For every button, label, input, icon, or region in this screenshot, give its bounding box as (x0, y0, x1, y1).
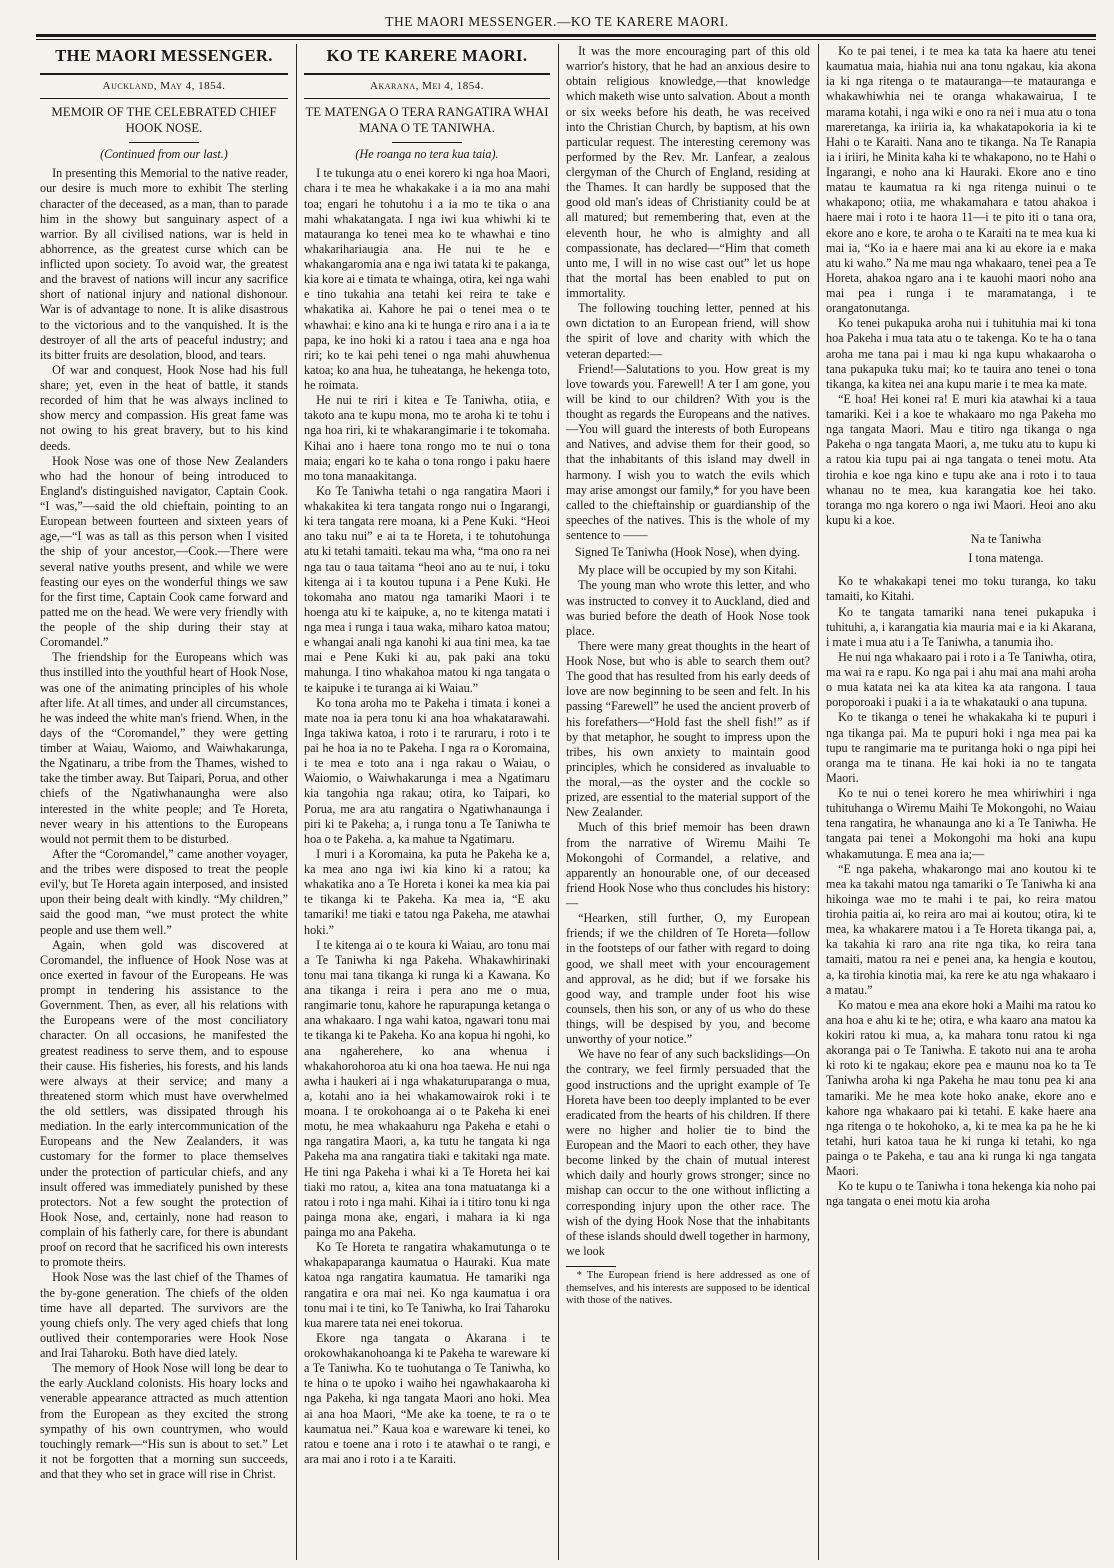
continued-note-english: (Continued from our last.) (100, 147, 228, 162)
paragraph: Ko te whakakapi tenei mo toku turanga, ko taku tamaiti, ko Kitahi. (826, 574, 1096, 604)
paragraph: Hook Nose was one of those New Zealanders who had the honour of being introduced to England's distinguished navigator, Captain Cook. “I was,”—said the old chieftain, pointing to an European between fourteen and sixteen years of age,—“I was as tall as this person when I visited the ship of your ancestor,—Cook.—There were several native youths present, and while we were feasting our eyes on the wonderful things we saw for the first time, Captain Cook came forward and patted me on the head. We were very friendly with the people of the ship during their stay at Coromandel.” (40, 453, 288, 650)
paragraph: The following touching letter, penned at his own dictation to an European friend, will show the spirit of love and charity with which the veteran departed:— (566, 301, 810, 361)
masthead-english: THE MAORI MESSENGER. (40, 46, 288, 75)
paragraph: Ko Te Taniwha tetahi o nga rangatira Maori i whakakitea ki tera tangata rongo nui o Ingarangi, ki tera tangata rere moana, ki a Pene Kuki. “Heoi ano taku nui” e ai ta te Horeta, i te tohutohunga atu ki tetahi tamaiti. tekau ma wha, “ma ono ra nei nga tau o taua taitama “heoi ano au te nui, i toku kitenga ai i ta koutou tupuna i a Pene Kuki. He tokomaha ano matou nga tamariki Maori i te hoenga atu ki te kaipuke, a, no te kitenga matati i nga mea i runga i taua waka, miharo katoa matou; e whangai anali nga kanohi ki aua tini mea, ka tae mai e Pene Kuki ki au, pak paki ana toku mahunga. I tino whakahoa matou ki nga tangata o te kaipuke i te turanga ai ki Waiau.” (304, 483, 550, 695)
paragraph: After the “Coromandel,” came another voyager, and the tribes were disposed to treat the people evil'y, but Te Horeta again interposed, and insisted upon their being dealt with kindly. “My children,” said the good man, “we must protect the white people and use them well.” (40, 846, 288, 937)
paragraph: He nui nga whakaaro pai i roto i a Te Taniwha, otira, ma wai ra e rapu. Ko nga pai i ahu mai ana mahi aroha o mua katata nei ka ata kitea ka ata rangona. I taua poroporoaki i puaki i a ia te whakatauki o ana tupuna. (826, 649, 1096, 710)
article-title-english: MEMOIR OF THE CELEBRATED CHIEF HOOK NOSE. (51, 105, 277, 136)
paragraph: The friendship for the Europeans which was thus instilled into the youthful heart of Hook Nose, was one of the animating principles of his whole after life. At all times, and under all circumstances, he was indeed the white man's friend. When, in the days of the “Coromandel,” they were getting timber at Waiau, Waiomo, and Waiwhakarunga, the Ngatinaru, a tribe from the Thames, wished to take the timber away. But Taipari, Porua, and other chiefs of the Ngatiwhanaungha were also interested in the white people; and Te Horeta, never weary in his attentions to the Europeans would not permit them to be disturbed. (40, 650, 288, 846)
paragraph: Ko te tikanga o tenei he whakakaha ki te pupuri i nga tikanga pai. Ma te pupuri hoki i nga mea pai ka tupu te rangimarie ma te puritanga hoki o nga pipi hei oranga ma te tinana. He kai hoki ia no te tangata Maori. (826, 710, 1096, 785)
paragraph: Ko te tangata tamariki nana tenei pukapuka i tuhituhi, a, i karangatia kia mauria mai e ia ki Akarana, i mate i mua atu i a Te Taniwha, a tanumia iho. (826, 604, 1096, 649)
paragraph: The memory of Hook Nose will long be dear to the early Auckland colonists. His hoary locks and venerable appearance attracted as much attention from the European as they excited the strong sympathy of his own countrymen, who would touchingly remark—“His sun is about to set.” Let it not be forgotten that a morning sun succeeds, and that they who set in grace will rise in Christ. (40, 1361, 288, 1482)
paragraph: Ko te pai tenei, i te mea ka tata ka haere atu tenei kaumatua maia, hiahia nui ana tonu ngakau, kia akona ia ki nga ritenga o te matauranga—te matauranga e whakawhiwhia nei te oranga whakawairua, I te marama kotahi, i nga wiki e ono ra nei i mua atu o tona mareretanga, ka iriiria ia, ka whakatapokoria ia ki te Hahi o te Karaiti. Nana ano te tikanga. Na Te Ranapia ia i iriiri, he Minita kaha ki te whakapono, no te Hahi o Ingarangi, e noho ana ki Hauraki. Ekore ano e tino matau te kaumatua ra ki nga ritenga nuinui o te whakapono; otiia, me whakamahara e tatou ahakoa i haere mai i roto i te haora 11—i te pito iti o tana ora, ekore ano e kore, te aroha o te Karaiti na te mea kua ki mai ia, “Ko ia e haere mai ana ki au ekore ia e maka atu ki waho.” Na me mau nga whakaaro, tenei pea a Te Horeta, ahakoa ngaro ana i te kauohi maori noho ana mai pea i runga i te maramatanga, i te orangatonutanga. (826, 44, 1096, 316)
paragraph: He nui te riri i kitea e Te Taniwha, otiia, e takoto ana te kupu mona, mo te aroha ki te tohu i nga hoa riri, ki te whakarangimarie i te tokomaha. Kihai ano i haere tona rongo mo te nui o tona maia; engari ko te kaha o tona rongo i paku haere mo tona manaakitanga. (304, 393, 550, 483)
continued-note-maori: (He roanga no tera kua taia). (355, 147, 499, 162)
letter-signature-line: I tona matenga. (968, 551, 1044, 566)
paragraph: I muri i a Koromaina, ka puta he Pakeha ke a, ka mea ano nga iwi kia kino ki a ratou; ka whakatika ano a Te Horeta i konei ka mea kia pai te tikanga ki te Pakeha. Ka mea ia, “E aku tamariki! me tiaki e tatou nga Pakeha, me atawhai hoki.” (304, 846, 550, 937)
column-divider (558, 44, 559, 1560)
column-maori-2 (826, 44, 1096, 1560)
header-rule (36, 34, 1096, 37)
paragraph: Ko tona aroha mo te Pakeha i timata i konei a mate noa ia pera tonu ki ana hoa whakatarawahi. Inga takiwa katoa, i roto i te raruraru, i roto i te pai he hoa ia no te Pakeha. I nga ra o Koromaina, i te mea e toto ana i nga rakau o Waiau, o Waiomio, o Waiwhakarunga i mea a Ngatimaru kia tangohia nga rakau; otira, ko Taipari, ko Porua, me ara atu rangatira o Ngatiwhanaunga i piri ki te Pakeha; a, i runga tonu a Te Taniwha te hoa o te Pakeha. a, ka mahue ta Ngatimaru. (304, 695, 550, 846)
column-english-2 (566, 44, 810, 1560)
paragraph-list (40, 166, 288, 1482)
paragraph: There were many great thoughts in the heart of Hook Nose, but who is able to search them out? The good that has resulted from his early deeds of love are now beginning to be seen and felt. In his passing “Farewell” he used the ancient proverb of his forefathers—“Hold fast the shell fish!” as if by that metaphor, he sought to impress upon the tribes, his own anxiety to maintain good principles, which he considered as invaluable to the moral,—as the oyster and the cockle so prized, are essential to the material support of the New Zealander. (566, 638, 810, 820)
paragraph: Ko tenei pukapuka aroha nui i tuhituhia mai ki tona hoa Pakeha i mua tata atu o te takenga. Ko te ha o tana aroha me tana pai i mau ki nga kupu whakaaroha o tana pukapuka tuku mai; ko te tauira ano tenei o tona tikanga, ka kitea nei ana kupu marie i te mea ka mate. (826, 316, 1096, 391)
column-english-1 (40, 44, 288, 1560)
paragraph: Ko te nui o tenei korero he mea whiriwhiri i nga tuhituhanga o Wiremu Maihi Te Mokongohi, no Waiau tena rangatira, he whanaunga ano ki a Te Taniwha. He tangata pai tenei a Mokongohi ma hoki ana kupu whakamutunga. E mea ana ia;— (826, 786, 1096, 861)
paragraph: Again, when gold was discovered at Coromandel, the influence of Hook Nose was at once exerted in favour of the Europeans. He was prompt in tendering his assistance to the Government. Then, as ever, all his relations with the Europeans were of the most conciliatory character. On all occasions, he manifested the greatest readiness to serve them, and to espouse their cause. His fisheries, his forests, and his lands were always at their service; and many a threatened storm which must have overwhelmed the old settlers, was dissipated through his mediation. In the early intercommunication of the Europeans and the New Zealanders, it was customary for the former to place themselves under the protection of particular chiefs, and any insult offered was immediately punished by these protectors. Not a few sought the protection of Hook Nose, and, certainly, none had reason to complain of his fatherly care, for there is abundant proof on record that he sacrificed his own interests to promote theirs. (40, 937, 288, 1270)
paragraph: Ekore nga tangata o Akarana i te orokowhakanohoanga ki te Pakeha te wareware ki a Te Taniwha. Ko te tuohutanga o Te Taniwha, ko te hina o te upoko i waiho hei ngawhakaaroha ki nga Pakeha, ki nga tangata Maori ano hoki. Mea ai ana hoa Maori, “Me ake ka toene, te ra o te kaumatua nei.” Kaua koa e wareware ki tenei, ko ratou e toene ana i roto i te atawhai o te rangi, e ara mai ano i roto i a te Karaiti. (304, 1330, 550, 1466)
paragraph: My place will be occupied by my son Kitahi. (578, 563, 797, 578)
paragraph: Ko te kupu o te Taniwha i tona hekenga kia noho pai nga tangata o enei motu kia aroha (826, 1179, 1096, 1209)
paragraph: “E hoa! Hei konei ra! E muri kia atawhai ki a taua tamariki. Kei i a koe te whakaaro mo nga Pakeha mo nga tangata Maori. Mau e titiro nga tikanga o nga Pakeha o nga tangata Maori, a, me tuku atu to kupu ki a ratou kia tupu pai ai nga tangata o tenei motu. Ata tirohia e koe nga kino e tupu ake ana i roto i to taua whanau no te mea, kua karangatia koe hei tako. toranga mo nga korero o nga iwi Maori. Heoi ano aku kupu ki a koe. (826, 391, 1096, 527)
title-rule (392, 142, 462, 143)
column-divider (818, 44, 819, 1560)
article-title-maori: TE MATENGA O TERA RANGATIRA WHAI MANA O TE TANIWHA. (305, 105, 549, 136)
footnote-rule (566, 1266, 616, 1267)
header-rule-thin (36, 39, 1096, 40)
spacer (826, 566, 1096, 574)
letter-signature-name: Na te Taniwha (970, 532, 1042, 546)
paragraph-list (566, 44, 810, 543)
paragraph-list (566, 563, 810, 1259)
paragraph: Ko matou e mea ana ekore hoki a Maihi ma ratou ko ana hoa e ahu ki te he; otira, e wha kaaro ana matou ka kokiri ratou ki mua, a, ka mahara tonu ratou ki nga akoranga pai o Te Taniwha. E takoto nui ana te aroha ki roto ki te ngakau; ekore pea e maunu noa ko ta Te Taniwha aroha ki nga Pakeha he mau tonu pea ki ana tamariki. Me he mea kote hoko anake, ekore ano e kahore nga whakaaro pai ki tetahi. E kake haere ana nga ritenga o te hokohoko, a, ki te mea ka pa he he ki tetahi, huri katoa taua he ki runga ki tetahi, ko nga painga o te Pakeha, e tau ana ki runga ki nga tangata Maori. (826, 997, 1096, 1179)
paragraph: In presenting this Memorial to the native reader, our desire is much more to exhibit The sterling character of the deceased, as a man, than to parade him in the showy but sanguinary aspect of a warrior. By all civilised nations, war is held in abhorrence, as the greatest curse which can be inflicted upon society. To avoid war, the greatest and the bravest of nations will incur any sacrifice short of national injury and national dishonour. War is of advantage to none. It is alike disastrous to the victorious and to the vanquished. It is the destroyer of all the arts of peaceful industry; and its bitter fruits are desolation, blood, and tears. (40, 166, 288, 362)
paragraph: Much of this brief memoir has been drawn from the narrative of Wiremu Maihi Te Mokongohi of Cormandel, a relative, and apparently an honourable one, of our deceased friend Hook Nose who thus concludes his history:— (566, 820, 810, 910)
paragraph: Of war and conquest, Hook Nose had his full share; yet, even in the heat of battle, it stands recorded of him that he was always inclined to show mercy and compassion. His great fame was not owing to his great bravery, but to his kind deeds. (40, 362, 288, 453)
paragraph: I te kitenga ai o te koura ki Waiau, aro tonu mai a Te Taniwha ki nga Pakeha. Whakawhirinaki tonu mai tana tikanga ki runga ki a Kawana. Ko ana tikanga i reira i pera ano me o mua, rangimarie tonu, kahore he rapurapunga ketanga o ana whakaaro. I nga wahi katoa, ngawari tonu mai te tikanga ki te Pakeha. Ko ana kopua hi ngohi, ko ana ngaherehere, ko ana whenua i whakahorohoroa atu ki ona hoa taewa. He nui nga awha i haukeri ai i nga whakaturuparanga o mua, a, kotahi ano ia hei whakamowairok roki i te moana. I te orokohoanga ai o te Pakeha ki enei motu, he mea whakaahuru nga Pakeha e etahi o nga rangatira Maori, a, ka tutu he tangata ki nga Pakeha ma ana rangatira tiaki e takitaki nga mate. He tini nga Pakeha i whai ki a Te Horeta hei kai tiaki mo ratou, a, kitea ana tona matuatanga ki a ratou i roto i nga mahi. Kihai ia i titiro tonu ki nga painga mona ake, engari, i mahara ia ki nga painga mo ana Pakeha. (304, 937, 550, 1240)
masthead-maori: KO TE KARERE MAORI. (304, 46, 550, 75)
footnote: * The European friend is here addressed as one of themselves, and his interests are supposed to be identical with those of the natives. (566, 1270, 810, 1307)
paragraph-list (826, 44, 1096, 528)
paragraph-list (304, 166, 550, 1467)
paragraph-list (826, 574, 1096, 1209)
paragraph: Friend!—Salutations to you. How great is my love towards you. Farewell! A ter I am gone, you will be kind to our children? With you is the thought as regards the Europeans and the natives.—You will guard the interests of both Europeans and Natives, and advise them for their good, so that the inhabitants of this island may dwell in harmony. I wish you to watch the evils which may arise amongst our family,* for you have been called to the chieftainship or guardianship of the speeches of the natives. This is the whole of my sentence to —— (566, 361, 810, 542)
dateline-maori: Akarana, Mei 4, 1854. (304, 78, 550, 100)
running-head: THE MAORI MESSENGER.—KO TE KARERE MAORI. (385, 14, 729, 29)
title-rule (129, 142, 199, 143)
paragraph: “E nga pakeha, whakarongo mai ano koutou ki te mea ka takahi matou nga tamariki o Te Taniwha ki ana hikoinga wae mo te mahi i te pai, ko reira matou tirohia paitia ai, ko reira aro mai ai koutou; otira, ki te mea, ka whakarere matou i a Te Horeta tikanga pai, a, ka takahia ki raro ana rite nga tika, ko reira tana tamaiti, matou ra nei e penei ana, ka hengia e koutou, a, ka tirohia kinotia mai, ka rere ke atu nga whakaaro i a matau.” (826, 861, 1096, 997)
paragraph: We have no fear of any such backslidings—On the contrary, we feel firmly persuaded that the good instructions and the upright example of Te Horeta have been too deeply implanted to be ever eradicated from the hearts of his children. If there were no higher and holier tie to bind the European and the Maori to each other, they have become linked by the chain of mutual interest which daily and hourly grows stronger; since no mishap can occur to the one without inflicting a corresponding injury upon the other race. The wish of the dying Hook Nose that the inhabitants of these islands should dwell together in harmony, we look (566, 1047, 810, 1258)
letter-signature: Signed Te Taniwha (Hook Nose), when dying. (574, 545, 800, 560)
paragraph: “Hearken, still further, O, my European friends; if we the children of Te Horeta—follow in the footsteps of our father with regard to doing good, we shall meet with your encouragement and approval, as he did; but if we forsake his good way, and trample under foot his wise counsels, then his son, or any of us who do these things, will be despised by you, and become unworthy of your notice.” (566, 911, 810, 1047)
paragraph: Ko Te Horeta te rangatira whakamutunga o te whakapaparanga kaumatua o Hauraki. Kua mate katoa nga rangatira kaumatua. He tamariki nga rangatira e ora mai nei. Ko nga kaumatua i ora tonu mai i te tini, ko Te Taniwha, ko Irai Taharoku kua marere tata nei enei tokorua. (304, 1240, 550, 1330)
column-divider (296, 44, 297, 1560)
dateline-english: Auckland, May 4, 1854. (40, 78, 288, 100)
column-maori-1 (304, 44, 550, 1560)
paragraph: The young man who wrote this letter, and who was instructed to convey it to Auckland, died and was buried before the death of Hook Nose took place. (566, 578, 810, 638)
paragraph: I te tukunga atu o enei korero ki nga hoa Maori, chara i te mea he whakakake i a ia mo ana mahi toa; engari he tohutohu i a ia mo te tika o ana mahi whakatangata. I nga iwi kua whiwhi ki te matauranga ko tenei mea ko te whawhai e tino whakarihariaugia ana. He nui te he e whakangaromia ana e nga iwi tatata ki te pakanga, kia kore ai e timata te whainga, otira, kei nga wahi e tino tukahia ana tetahi kei reira te take e whakatika ai. Kahore he pai o tenei mea o te whawhai: e kino ana ki te hunga e riro ana i a ia te papa, ke ino hoki ki a ratou i taea ana e nga hoa riri; ko te kai pehi tenei o nga mahi ahuwhenua katoa; ko ana hua, he tuheatanga, he hekenga toto, he roimata. (304, 166, 550, 393)
paragraph: It was the more encouraging part of this old warrior's history, that he had an anxious desire to obtain religious knowledge,—that knowledge which maketh wise unto salvation. About a month or six weeks before his death, he was received into the Christian Church, by baptism, at his own particular request. The interesting ceremony was performed by the Rev. Mr. Lanfear, a zealous clergyman of the Church of England, residing at the Thames. It can hardly be supposed that the good old man's ideas of Christianity could be at all matured; but remembering that, even at the eleventh hour, he who is almighty and all compassionate, has declared—“Him that cometh unto me, I will in no wise cast out” let us hope that the mortal has been enabled to put on immortality. (566, 44, 810, 300)
paragraph: Hook Nose was the last chief of the Thames of the by-gone generation. The chiefs of the olden time have all departed. The survivors are the young chiefs only. The very aged chiefs that long outlived their contemporaries were Hook Nose and Irai Taharoku. Both have died lately. (40, 1270, 288, 1361)
